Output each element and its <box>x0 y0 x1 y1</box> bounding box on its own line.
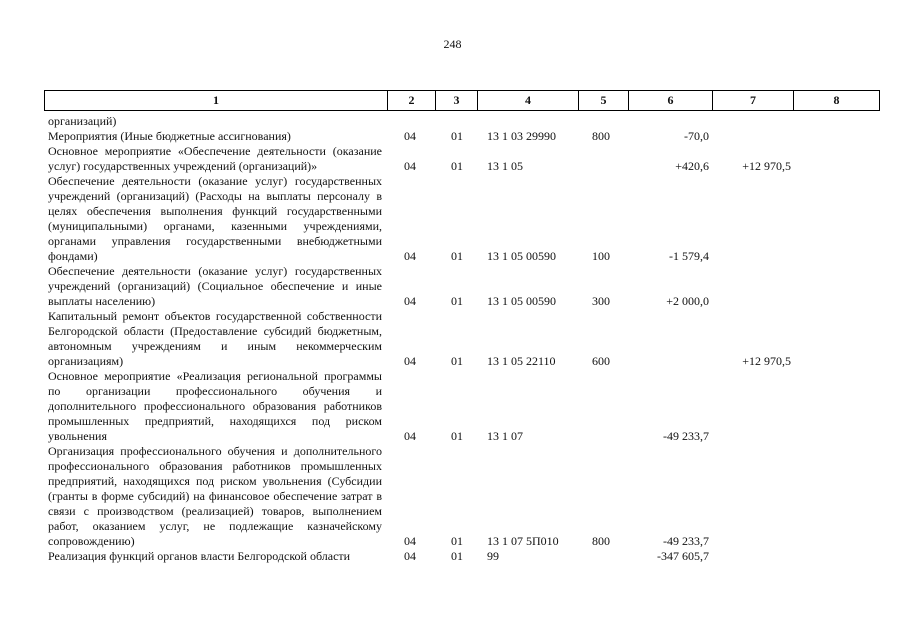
row-col-2: 04 <box>404 129 416 143</box>
row-col-3: 01 <box>451 534 463 548</box>
table-body <box>0 114 905 564</box>
row-col-2: 04 <box>404 429 416 443</box>
row-col-4: 13 1 05 00590 <box>487 249 556 263</box>
table-row <box>0 129 905 144</box>
table-row <box>0 264 905 309</box>
row-col-3: 01 <box>451 294 463 308</box>
row-col-2: 04 <box>404 534 416 548</box>
row-col-6: -49 233,7 <box>663 534 709 548</box>
header-col-1: 1 <box>45 91 388 110</box>
header-col-4: 4 <box>478 91 579 110</box>
header-col-7: 7 <box>713 91 794 110</box>
page-number: 248 <box>443 37 462 51</box>
row-description: Организация профессионального обучения и дополнительного профессионального образования работников промышленных предприятий, находящихся под риском увольнения (Субсидии (гранты в форме субсидий) на финансовое обеспечение затрат в связи с производством (реализацией) товаров, выполнением работ, оказанием услуг, не подлежащие казначейскому сопровождению) <box>48 444 382 548</box>
row-description: Реализация функций органов власти Белгородской области <box>48 549 351 563</box>
row-col-2: 04 <box>404 159 416 173</box>
table-row <box>0 444 905 549</box>
header-col-5: 5 <box>579 91 629 110</box>
row-col-3: 01 <box>451 249 463 263</box>
row-col-4: 13 1 05 22110 <box>487 354 556 368</box>
row-col-4: 13 1 03 29990 <box>487 129 556 143</box>
row-col-5: 100 <box>592 249 610 263</box>
table-row <box>0 174 905 264</box>
row-col-5: 800 <box>592 534 610 548</box>
row-col-4: 13 1 05 <box>487 159 523 173</box>
row-col-6: -49 233,7 <box>663 429 709 443</box>
row-col-4: 13 1 07 5П010 <box>487 534 559 548</box>
header-col-8: 8 <box>833 93 840 107</box>
header-col-2: 2 <box>388 91 436 110</box>
row-description: Основное мероприятие «Реализация региональной программы по организации профессионального обучения и дополнительного профессионального образования работников промышленных предприятий, находящихся под риском увольнения <box>48 369 382 443</box>
table-row <box>0 144 905 174</box>
row-col-3: 01 <box>451 549 463 563</box>
row-col-5: 300 <box>592 294 610 308</box>
row-col-6: +2 000,0 <box>666 294 709 308</box>
row-description: Мероприятия (Иные бюджетные ассигнования) <box>48 129 291 143</box>
row-col-3: 01 <box>451 129 463 143</box>
row-col-7: +12 970,5 <box>742 354 791 368</box>
row-description: Капитальный ремонт объектов государственной собственности Белгородской области (Предоставление субсидий бюджетным, автономным учреждениям и иным некоммерческим организациям) <box>48 309 382 368</box>
row-description: Основное мероприятие «Обеспечение деятельности (оказание услуг) государственных учреждений (организаций)» <box>48 144 382 173</box>
row-col-4: 99 <box>487 549 499 563</box>
row-col-2: 04 <box>404 294 416 308</box>
table-header <box>44 90 880 111</box>
header-col-3: 3 <box>436 91 478 110</box>
table-row <box>0 549 905 564</box>
row-col-5: 800 <box>592 129 610 143</box>
row-col-2: 04 <box>404 354 416 368</box>
row-col-2: 04 <box>404 249 416 263</box>
row-col-4: 13 1 07 <box>487 429 523 443</box>
row-col-5: 600 <box>592 354 610 368</box>
table-row <box>0 369 905 444</box>
row-col-3: 01 <box>451 354 463 368</box>
row-col-3: 01 <box>451 429 463 443</box>
header-col-6: 6 <box>629 91 713 110</box>
row-description: Обеспечение деятельности (оказание услуг) государственных учреждений (организаций) (Расходы на выплаты персоналу в целях обеспечения выполнения функций государственными (муниципальными) органами, казенными учреждениями, органами управления государственными внебюджетными фондами) <box>48 174 382 263</box>
row-col-3: 01 <box>451 159 463 173</box>
row-description: организаций) <box>48 114 117 128</box>
row-col-2: 04 <box>404 549 416 563</box>
row-col-6: -347 605,7 <box>657 549 709 563</box>
row-col-4: 13 1 05 00590 <box>487 294 556 308</box>
row-col-6: +420,6 <box>675 159 709 173</box>
table-row <box>0 309 905 369</box>
table-row <box>0 114 905 129</box>
row-col-6: -1 579,4 <box>669 249 709 263</box>
row-description: Обеспечение деятельности (оказание услуг) государственных учреждений (организаций) (Социальное обеспечение и иные выплаты населению) <box>48 264 382 308</box>
row-col-7: +12 970,5 <box>742 159 791 173</box>
row-col-6: -70,0 <box>684 129 709 143</box>
